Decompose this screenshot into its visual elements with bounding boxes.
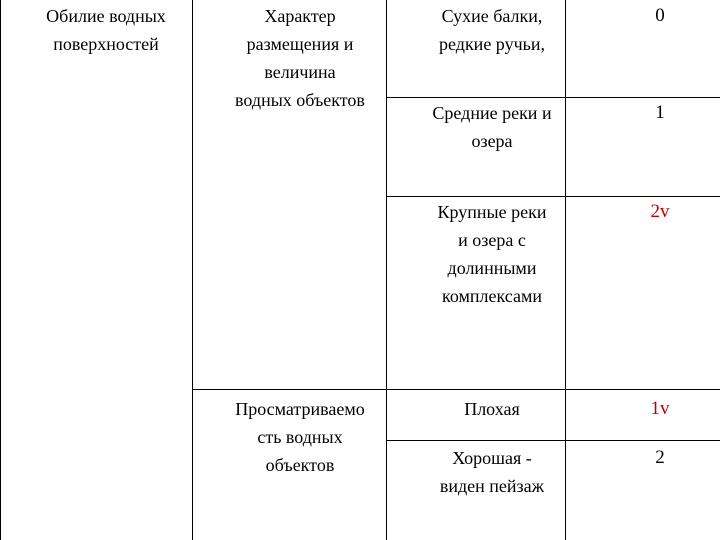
row-desc-line: и озера с [458, 230, 526, 250]
group1-label-line: водных объектов [235, 90, 365, 110]
group1-label-line: величина [264, 62, 336, 82]
table-row-desc [386, 2, 598, 58]
table-row-desc [386, 99, 598, 155]
table-row-score: 0 [655, 5, 665, 26]
col1-divider [192, 0, 193, 540]
left-border [0, 0, 1, 540]
row-desc-line: Сухие балки, [441, 6, 543, 26]
table-row-desc [386, 444, 598, 500]
row-desc-line: редкие ручьи, [439, 34, 545, 54]
row-desc-line: Средние реки и [432, 103, 552, 123]
col1-header-line: поверхностей [53, 34, 159, 54]
col1-header [18, 2, 194, 58]
row-desc-line: Плохая [464, 399, 520, 419]
group1-label-line: Характер [264, 6, 336, 26]
row2-bottom-border [386, 196, 720, 197]
group2-label-line: объектов [265, 455, 335, 475]
row4-bottom-border [386, 440, 720, 441]
row1-bottom-border [386, 97, 720, 98]
table-row-score: 1 [655, 102, 665, 123]
row-desc-line: комплексами [441, 286, 542, 306]
row-desc-line: виден пейзаж [439, 476, 545, 496]
table-row-score: 2 [655, 447, 665, 468]
row-desc-line: Хорошая - [452, 448, 532, 468]
table-row-desc [386, 198, 598, 310]
group2-label-line: сть водных [257, 427, 343, 447]
group2-label [206, 395, 394, 479]
table-row-score: 2v [650, 201, 670, 222]
col1-header-line: Обилие водных [46, 6, 166, 26]
table-row-score: 1v [650, 398, 670, 419]
row-desc-line: озера [471, 131, 513, 151]
group1-label [206, 2, 394, 114]
group-divider [192, 389, 720, 390]
group2-label-line: Просматриваемо [235, 399, 365, 419]
table-row-desc [386, 395, 598, 423]
group1-label-line: размещения и [246, 34, 354, 54]
row-desc-line: Крупные реки [437, 202, 547, 222]
row-desc-line: долинными [447, 258, 537, 278]
